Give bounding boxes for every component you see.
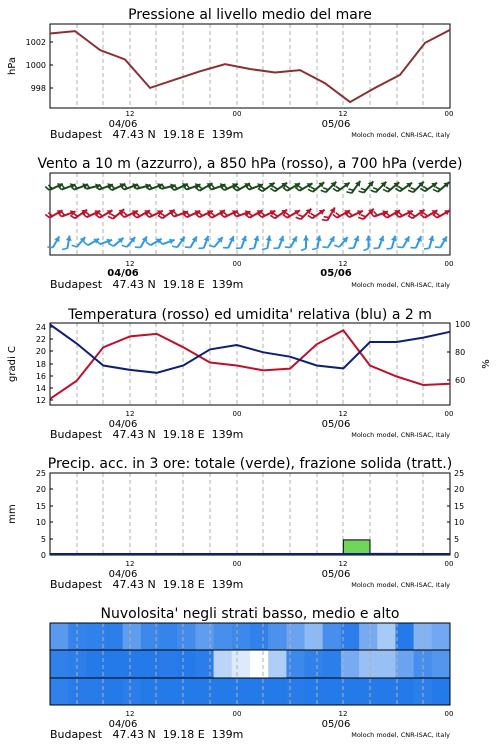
cloud-cell [86,678,105,705]
wind-barb-feather [72,245,77,247]
precip-ytick: 10 [35,518,46,527]
wind-barb-feather [311,213,316,216]
cloud-cell [268,678,287,705]
wind-barb [301,236,309,251]
wind-barb-feather [423,213,427,216]
cloud-cell [396,678,415,705]
wind-barb-feather [324,217,329,218]
wind-barb-feather [61,184,64,188]
location-caption: Budapest 47.43 N 19.18 E 139m [50,428,244,441]
x-tick-00: 00 [444,710,454,718]
temperature-frame [50,323,450,405]
precip-ytick: 25 [35,469,46,478]
wind-barb-feather [395,188,400,191]
precipitation-title: Precip. acc. in 3 ore: totale (verde), frazione solida (tratt.) [47,456,453,472]
wind-barb-feather [411,213,416,216]
x-tick-12: 12 [125,710,135,718]
wind-title: Vento a 10 m (azzurro), a 850 hPa (rosso), a 700 hPa (verde) [37,156,463,172]
temperature-panel [7,307,492,441]
cloud-cell [105,623,124,650]
wind-barb-feather [146,242,150,245]
wind-barb [322,236,334,247]
wind-barb [209,237,223,247]
wind-barb-feather [359,191,364,193]
wind-barb-feather [312,248,317,249]
wind-barb-feather [258,188,263,191]
wind-barb-feather [249,184,253,188]
pressure-series-line [50,30,450,102]
x-date-left: 04/06 [108,719,138,730]
humidity-series-line [50,325,450,373]
cloud-cell [86,623,105,650]
wind-barb-feather [111,185,115,189]
wind-barb-feather [298,215,303,217]
cloud-cell [232,678,251,705]
temperature-title: Temperatura (rosso) ed umidita' relativa (blu) a 2 m [68,307,432,323]
cloud-cell [50,623,69,650]
wind-barb [198,236,209,248]
precip-ytick: 20 [35,485,46,494]
wind-barb-feather [270,188,275,191]
cloud-cell [323,623,342,650]
wind-barb [410,236,422,248]
wind-barb-feather [84,242,88,245]
x-tick-00: 00 [232,110,242,118]
wind-barb-feather [364,249,369,251]
cloud-cell [159,623,178,650]
wind-barb-feather [108,216,113,219]
cloud-cell [286,623,305,650]
wind-barb-feather [349,189,354,190]
x-tick-00: 00 [232,560,242,568]
cloud-cell [323,650,342,678]
wind-barb-feather [135,247,140,248]
cloud-cell [177,650,196,678]
temperature-ylabel: gradi C [7,346,18,382]
cloud-cell [50,678,69,705]
pressure-xaxis [109,110,454,130]
cloud-cell [123,623,142,650]
wind-barb-feather [86,212,90,216]
cloud-cell [250,650,269,678]
precip-ytick: 15 [35,502,46,511]
precipitation-grid [77,473,423,555]
cloud-cell [68,678,87,705]
wind-barb-head [366,236,372,241]
wind-barb-feather [123,212,127,216]
location-caption: Budapest 47.43 N 19.18 E 139m [50,278,244,291]
wind-barb-feather [308,189,313,192]
location-caption: Budapest 47.43 N 19.18 E 139m [50,578,244,591]
cloud-cell [341,623,360,650]
wind-barb-feather [286,186,290,189]
wind-barb-feather [408,215,413,218]
wind-barb-feather [374,211,378,215]
wind-barb [236,236,247,248]
cloud-cell [323,678,342,705]
wind-barb-feather [348,212,352,216]
model-credit: Moloch model, CNR-ISAC, Italy [351,431,450,439]
wind-barb-feather [45,214,49,217]
x-date-right: 05/06 [321,419,351,430]
wind-barb-feather [336,186,341,189]
wind-barb-feather [361,188,366,190]
wind-barb-feather [236,186,240,189]
precipitation-xaxis [109,560,454,580]
wind-barb-feather [211,213,215,216]
rh-ytick: 100 [455,320,471,329]
cloud-cell [305,678,324,705]
cloud-cell [177,623,196,650]
wind-barb-feather [436,213,440,216]
wind-barb [109,238,124,246]
temp-ytick: 22 [35,335,46,344]
wind-barb-feather [423,186,428,189]
wind-barb-feather [172,246,177,247]
model-credit: Moloch model, CNR-ISAC, Italy [351,281,450,289]
wind-barb-feather [424,248,429,249]
wind-barb-feather [223,212,227,216]
wind-barb [146,239,162,246]
wind-barb-feather [248,213,252,216]
wind-barb [62,236,72,250]
precipitation-ylabel: mm [7,504,18,524]
cloud-cell [196,623,215,650]
pressure-ytick: 1002 [25,38,46,47]
precipitation-bars [343,540,396,555]
wind-barb-feather [236,211,240,215]
x-tick-00: 00 [444,410,454,418]
cloud-cell [141,623,160,650]
cloud-cell [341,678,360,705]
wind-barb-feather [334,245,339,247]
wind-barb-feather [73,213,78,216]
wind-barb-feather [186,212,190,216]
wind-barb-feather [322,220,327,221]
location-caption: Budapest 47.43 N 19.18 E 139m [50,128,244,141]
x-date-left: 04/06 [108,419,138,430]
wind-barb [185,236,197,247]
x-tick-12: 12 [125,110,135,118]
precip-ytick: 0 [40,551,46,560]
wind-barb-feather [311,187,316,190]
wind-barb-feather [433,189,438,192]
wind-panel [37,156,462,291]
x-tick-12: 12 [125,560,135,568]
wind-barb-feather [373,188,378,190]
wind-barb-feather [198,186,202,189]
model-credit: Moloch model, CNR-ISAC, Italy [351,581,450,589]
wind-barb [387,236,397,249]
temperature-grid [77,323,423,405]
wind-barb-feather [124,184,128,188]
x-tick-00: 00 [232,260,242,268]
wind-barb-feather [333,188,338,191]
wind-barb-feather [386,187,391,190]
wind-barb-feather [336,213,340,216]
cloud-cell [396,650,415,678]
wind-barb [285,236,297,247]
wind-barb-feather [398,186,403,189]
cloud-cell [359,678,378,705]
cloud-xaxis [109,710,454,730]
location-caption: Budapest 47.43 N 19.18 E 139m [50,728,244,741]
x-tick-00: 00 [232,710,242,718]
wind-barb [333,210,350,218]
cloud-cell [123,678,142,705]
wind-barb-feather [148,212,152,216]
wind-barb-feather [361,215,366,217]
x-date-right: 05/06 [320,268,352,279]
wind-barb-feather [283,187,287,190]
precipitation-panel [7,456,464,591]
x-date-right: 05/06 [321,719,351,730]
cloud-cell [196,678,215,705]
wind-barb-feather [285,247,290,248]
cloud-cell [377,623,396,650]
wind-barb [397,236,409,247]
wind-barb-feather [283,214,287,217]
wind-barb-feather [273,213,278,216]
wind-barb [273,236,284,248]
temp-ytick: 16 [35,372,46,381]
cloud-cell [68,650,87,678]
wind-barb [223,236,235,248]
wind-barb-feather [301,249,306,251]
x-tick-12: 12 [338,110,348,118]
wind-barb-feather [122,245,127,247]
precip-ytick: 10 [454,518,465,527]
cloud-title: Nuvolosita' negli strati basso, medio e alto [100,606,400,622]
wind-barb-feather [223,185,227,189]
precip-ytick: 5 [40,535,46,544]
wind-barb-feather [198,212,202,216]
x-tick-00: 00 [232,410,242,418]
cloud-cell [232,623,251,650]
x-tick-12: 12 [125,260,135,268]
cloud-cell [305,623,324,650]
wind-barb-feather [186,184,190,188]
wind-barb-feather [158,215,163,218]
x-tick-12: 12 [338,560,348,568]
wind-barb-feather [387,248,392,249]
wind-barb-feather [411,188,416,190]
temperature-xaxis [109,410,454,430]
wind-barb-feather [420,214,424,217]
wind-barb-head [303,236,309,241]
precip-ytick: 25 [454,469,465,478]
temperature-series-line [50,330,450,399]
model-credit: Moloch model, CNR-ISAC, Italy [351,131,450,139]
precip-ytick: 0 [454,551,460,560]
cloud-cell [86,650,105,678]
cloud-cell [432,623,451,650]
cloud-cell [196,650,215,678]
x-date-left: 04/06 [107,268,139,279]
wind-barb-feather [322,247,327,248]
cloud-cell [396,623,415,650]
wind-barb-feather [47,247,52,248]
cloud-cell [159,678,178,705]
temp-ytick: 12 [35,396,46,405]
rh-ytick: 80 [455,348,466,357]
temp-ytick: 24 [35,323,46,332]
cloud-cell [250,678,269,705]
cloud-heatmap [50,623,451,705]
cloud-cell [305,650,324,678]
wind-barb-feather [286,213,290,216]
precip-ytick: 20 [454,485,465,494]
cloud-cell [141,678,160,705]
wind-barb-feather [333,214,337,217]
cloud-cell [105,678,124,705]
rh-ytick: 60 [455,376,466,385]
cloud-cell [214,623,233,650]
precipitation-frame [50,473,450,555]
precip-ytick: 15 [454,502,465,511]
cloud-cell [341,650,360,678]
x-tick-12: 12 [338,710,348,718]
cloud-cell [377,650,396,678]
cloud-cell [141,650,160,678]
cloud-cell [432,650,451,678]
x-date-left: 04/06 [108,119,138,130]
cloud-panel [50,606,453,741]
wind-barb-feather [408,190,413,192]
pressure-yticks [26,38,53,93]
wind-barb [373,236,384,248]
wind-barb-feather [371,190,376,192]
cloud-cell [232,650,251,678]
wind-barb-feather [62,248,67,249]
wind-barb-feather [358,217,363,219]
wind-barb-feather [308,215,313,218]
pressure-ytick: 1000 [25,61,46,70]
wind-barb-feather [211,184,215,188]
cloud-cell [159,650,178,678]
wind-barb-feather [383,189,388,192]
wind-barb-feather [109,244,114,247]
wind-barb-feather [436,187,441,190]
cloud-cell [177,678,196,705]
cloud-cell [286,650,305,678]
cloud-cell [377,678,396,705]
wind-barb-feather [98,213,102,216]
temp-ytick: 20 [35,347,46,356]
cloud-cell [123,650,142,678]
wind-barb-feather [397,247,402,248]
wind-barb [348,236,359,248]
x-date-right: 05/06 [321,119,351,130]
x-date-left: 04/06 [108,569,138,580]
wind-barb [249,236,259,249]
humidity-ylabel: % [481,359,492,369]
wind-barb-feather [386,213,390,216]
temp-ytick: 14 [35,384,46,393]
wind-barb [135,236,147,247]
x-tick-00: 00 [444,560,454,568]
x-tick-00: 00 [444,260,454,268]
pressure-panel [7,7,453,141]
temp-ytick: 18 [35,360,46,369]
wind-barb-feather [398,212,402,216]
model-credit: Moloch model, CNR-ISAC, Italy [351,731,450,739]
x-date-right: 05/06 [321,569,351,580]
cloud-cell [250,623,269,650]
wind-barb-feather [136,213,140,216]
wind-barb [84,239,100,246]
wind-barbs-group [45,181,450,251]
cloud-cell [359,650,378,678]
cloud-cell [432,678,451,705]
wind-barb [435,236,447,247]
wind-barb [72,237,86,247]
wind-barb-feather [296,217,301,219]
pressure-ytick: 998 [30,84,46,93]
precipitation-bar [343,540,370,555]
wind-barb-feather [61,211,64,215]
wind-barb [262,236,272,250]
precip-ytick: 5 [454,535,460,544]
wind-barb-feather [45,187,49,191]
wind-barb [424,236,434,249]
cloud-cell [268,650,287,678]
wind-xaxis [107,260,453,279]
wind-barb-feather [185,247,190,248]
wind-barb [334,237,348,247]
x-tick-12: 12 [338,410,348,418]
cloud-cell [68,623,87,650]
pressure-ylabel: hPa [7,56,18,76]
wind-barb-feather [111,214,116,217]
wind-barb-feather [298,186,302,189]
wind-barb-feather [174,211,178,215]
wind-barb-feather [273,186,278,189]
wind-barb-feather [249,248,254,249]
wind-barb-feather [262,248,267,249]
wind-barb-feather [321,190,326,192]
wind-barb-feather [323,188,328,190]
cloud-cell [359,623,378,650]
cloud-cell [50,650,69,678]
wind-barb-feather [161,213,166,216]
x-tick-12: 12 [338,260,348,268]
cloud-cell [268,623,287,650]
wind-barb [371,182,387,193]
pressure-grid [77,24,423,108]
wind-barb-feather [435,247,440,248]
pressure-frame [50,24,450,108]
cloud-cell [286,678,305,705]
cloud-cell [105,650,124,678]
cloud-cell [214,678,233,705]
wind-barb [47,236,59,247]
cloud-cell [214,650,233,678]
x-tick-12: 12 [125,410,135,418]
wind-barb-feather [347,192,352,193]
pressure-title: Pressione al livello medio del mare [128,7,372,23]
wind-barb-feather [270,215,275,218]
wind-barb-feather [70,215,75,218]
x-tick-00: 00 [444,110,454,118]
